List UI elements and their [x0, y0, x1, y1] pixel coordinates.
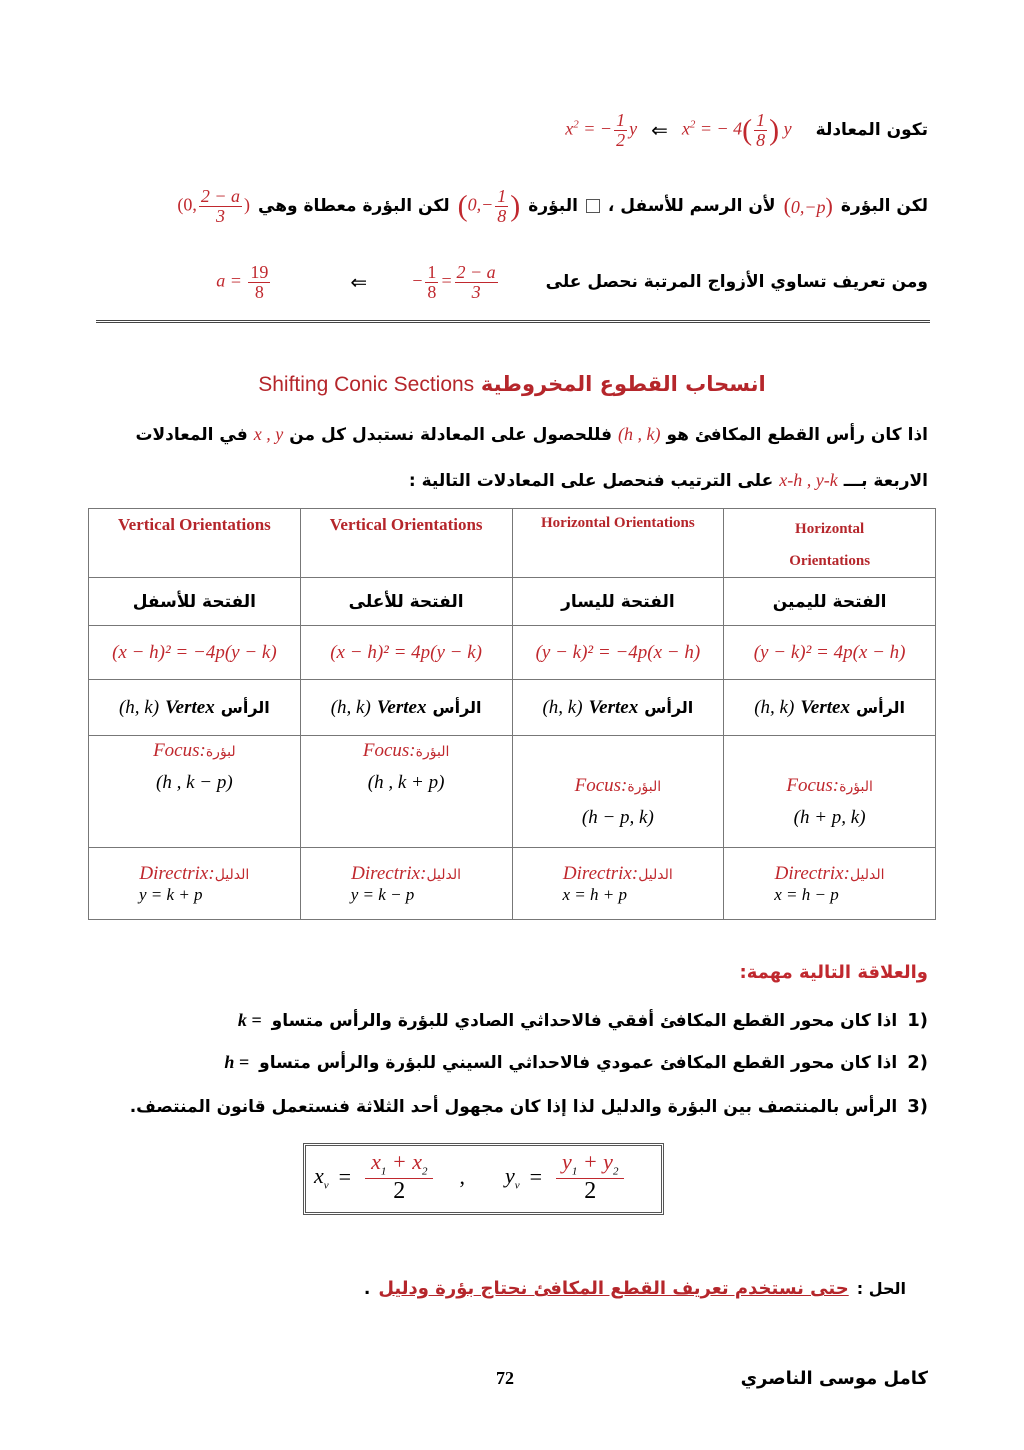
focus-value: (h + p, k): [793, 806, 866, 828]
focus-label: Focus:البؤرة: [362, 740, 450, 761]
top-line-1: [565, 100, 928, 160]
item-number: 2): [907, 1052, 928, 1073]
intro-text-e: على الترتيب فنحصل على المعادلات التالية :: [408, 470, 774, 491]
focus-row: [89, 736, 936, 848]
focus-value: (h , k − p): [156, 772, 233, 793]
vertex-cell: [300, 680, 512, 736]
item-text: اذا كان محور القطع المكافئ أفقي فالاحداثي الصادي للبؤرة والرأس متساو: [271, 1010, 898, 1031]
equation-right: (y − k)² = 4p(x − h): [724, 626, 936, 680]
relations-heading: والعلاقة التالية مهمة:: [739, 962, 928, 983]
equation-row: [89, 626, 936, 680]
focus-general: (0,−p): [783, 193, 833, 218]
directrix-up: [300, 848, 512, 920]
midpoint-formula: $x_v$ = $\frac{x_1 + x_2}{2}$ , $y_v$ = $\frac{y_1 + y_2}{2}$: [314, 1150, 628, 1204]
line2-d: لكن البؤرة معطاة وهي: [258, 196, 450, 216]
item-number: 3): [907, 1096, 928, 1117]
directrix-label: Directrix:الدليل: [351, 862, 462, 884]
focus-value: (h , k + p): [367, 772, 445, 793]
vertex-word: Vertex: [376, 697, 427, 718]
implies-arrow: ⇐: [651, 119, 668, 142]
section-title: [0, 372, 1024, 397]
focus-right: [724, 736, 936, 848]
item-text: الرأس بالمنتصف بين البؤرة والدليل لذا إذا كان مجهول أحد الثلاثة فنستعمل قانون المنتصف.: [129, 1096, 898, 1117]
directrix-right: [724, 848, 936, 920]
intro-xy: x , y: [253, 424, 284, 444]
focus-value: (0,− $\frac{1}{8}$ ): [457, 185, 521, 226]
focus-label: Focus:البؤرة: [574, 774, 662, 796]
focus-label: Focus:البؤرة: [786, 774, 873, 796]
line1-label: تكون المعادلة: [815, 120, 928, 140]
section-title-en: Shifting Conic Sections: [258, 373, 475, 396]
vertex-hk: (h, k): [542, 697, 583, 718]
intro-text-b: فللحصول على المعادلة نستبدل كل من: [289, 424, 613, 445]
relation-item-3: [130, 1096, 928, 1117]
header-horizontal-2: Horizontal Orientations: [724, 509, 936, 578]
top-line-2: [177, 176, 928, 236]
equation-down: (x − h)² = −4p(y − k): [89, 626, 301, 680]
intro-text-c: في المعادلات: [135, 424, 248, 445]
vertex-ar: الرأس: [220, 698, 270, 717]
relation-item-1: [238, 1010, 928, 1031]
vertex-cell: [724, 680, 936, 736]
line2-c: البؤرة: [528, 196, 578, 216]
author-name: كامل موسى الناصري: [740, 1368, 928, 1389]
equation-start: $x^2$ = − 4( $\frac{1}{8}$ ) y: [681, 109, 792, 150]
divider: [96, 320, 930, 323]
solution-label: الحل :: [856, 1279, 906, 1298]
directrix-value: y = k + p: [139, 884, 203, 904]
intro-text-a: اذا كان رأس القطع المكافئ هو: [666, 424, 928, 445]
vertex-hk: (h, k): [754, 697, 795, 718]
y-midpoint-fraction: $\frac{y_1 + y_2}{2}$: [556, 1150, 624, 1204]
opening-right: الفتحة لليمين: [724, 578, 936, 626]
vertex-word: Vertex: [165, 697, 215, 718]
vertex-hk: (h, k): [330, 697, 371, 718]
item-var: k =: [237, 1010, 262, 1030]
yv-term: $y_v$: [504, 1162, 520, 1192]
vertex-hk: (h, k): [118, 697, 160, 718]
relation-item-2: [224, 1052, 928, 1073]
intro-line-1: [135, 424, 928, 445]
top-line-3: [216, 252, 928, 312]
focus-value: (h − p, k): [581, 806, 654, 828]
item-var: h =: [224, 1052, 250, 1072]
intro-line-2: [409, 470, 928, 491]
directrix-value: x = h + p: [562, 884, 627, 904]
focus-up: [300, 736, 512, 848]
directrix-down: [89, 848, 301, 920]
given-focus: (0, $\frac{2 - a}{3}$ ): [177, 185, 251, 226]
focus-down: [89, 736, 301, 848]
opening-up: الفتحة للأعلى: [300, 578, 512, 626]
line2-b: لأن الرسم للأسفل ،: [607, 196, 776, 216]
vertex-row: [89, 680, 936, 736]
intro-hk: (h , k): [618, 424, 661, 444]
header-vertical-1: Vertical Orientations: [89, 509, 301, 578]
item-number: 1): [907, 1010, 928, 1031]
vertex-ar: الرأس: [432, 698, 482, 717]
xv-term: $x_v$: [314, 1162, 329, 1192]
equation-left: (y − k)² = −4p(x − h): [512, 626, 724, 680]
fraction-equality: − $\frac{1}{8}$ = $\frac{2 - a}{3}$: [411, 261, 496, 302]
section-title-ar: انسحاب القطوع المخروطية: [480, 372, 766, 396]
focus-label: Focus:لبؤرة: [153, 740, 236, 761]
vertex-word: Vertex: [588, 697, 639, 718]
x-midpoint-fraction: $\frac{x_1 + x_2}{2}$: [365, 1150, 433, 1204]
directrix-label: Directrix:الدليل: [139, 862, 250, 884]
directrix-left: [512, 848, 724, 920]
opening-row: [89, 578, 936, 626]
vertex-ar: الرأس: [856, 698, 906, 717]
vertex-cell: [89, 680, 301, 736]
vertex-word: Vertex: [800, 697, 850, 718]
solution-line: [364, 1278, 906, 1299]
directrix-label: Directrix:الدليل: [774, 862, 885, 884]
page-number: 72: [496, 1368, 514, 1388]
intro-text-d: الاربعة بـــ: [843, 470, 928, 491]
solution-text: حتى نستخدم تعريف القطع المكافئ نحتاج بؤرة ودليل: [378, 1278, 849, 1299]
a-result: a = $\frac{19}{8}$: [216, 261, 269, 302]
directrix-row: [89, 848, 936, 920]
opening-down: الفتحة للأسفل: [89, 578, 301, 626]
directrix-label: Directrix:الدليل: [562, 862, 673, 884]
directrix-value: y = k − p: [350, 884, 415, 904]
header-row: [89, 509, 936, 578]
solution-period: .: [363, 1278, 371, 1299]
implies-arrow-2: ⇐: [350, 271, 368, 294]
line3-label: ومن تعريف تساوي الأزواج المرتبة نحصل على: [545, 272, 928, 292]
directrix-value: x = h − p: [774, 884, 839, 904]
header-vertical-2: Vertical Orientations: [300, 509, 512, 578]
vertex-ar: الرأس: [644, 698, 694, 717]
square-glyph: [586, 199, 600, 213]
orientation-table: [88, 508, 936, 920]
opening-left: الفتحة لليسار: [512, 578, 724, 626]
line2-a: لكن البؤرة: [840, 196, 928, 216]
equation-result: $x^2$ = − $\frac{1}{2}$ y: [565, 109, 638, 150]
equation-up: (x − h)² = 4p(y − k): [300, 626, 512, 680]
header-horizontal-1: Horizontal Orientations: [512, 509, 724, 578]
intro-shift: x-h , y-k: [779, 470, 838, 490]
item-text: اذا كان محور القطع المكافئ عمودي فالاحداثي السيني للبؤرة والرأس متساو: [259, 1052, 898, 1073]
focus-left: [512, 736, 724, 848]
midpoint-formula-box: [303, 1143, 664, 1215]
vertex-cell: [512, 680, 724, 736]
